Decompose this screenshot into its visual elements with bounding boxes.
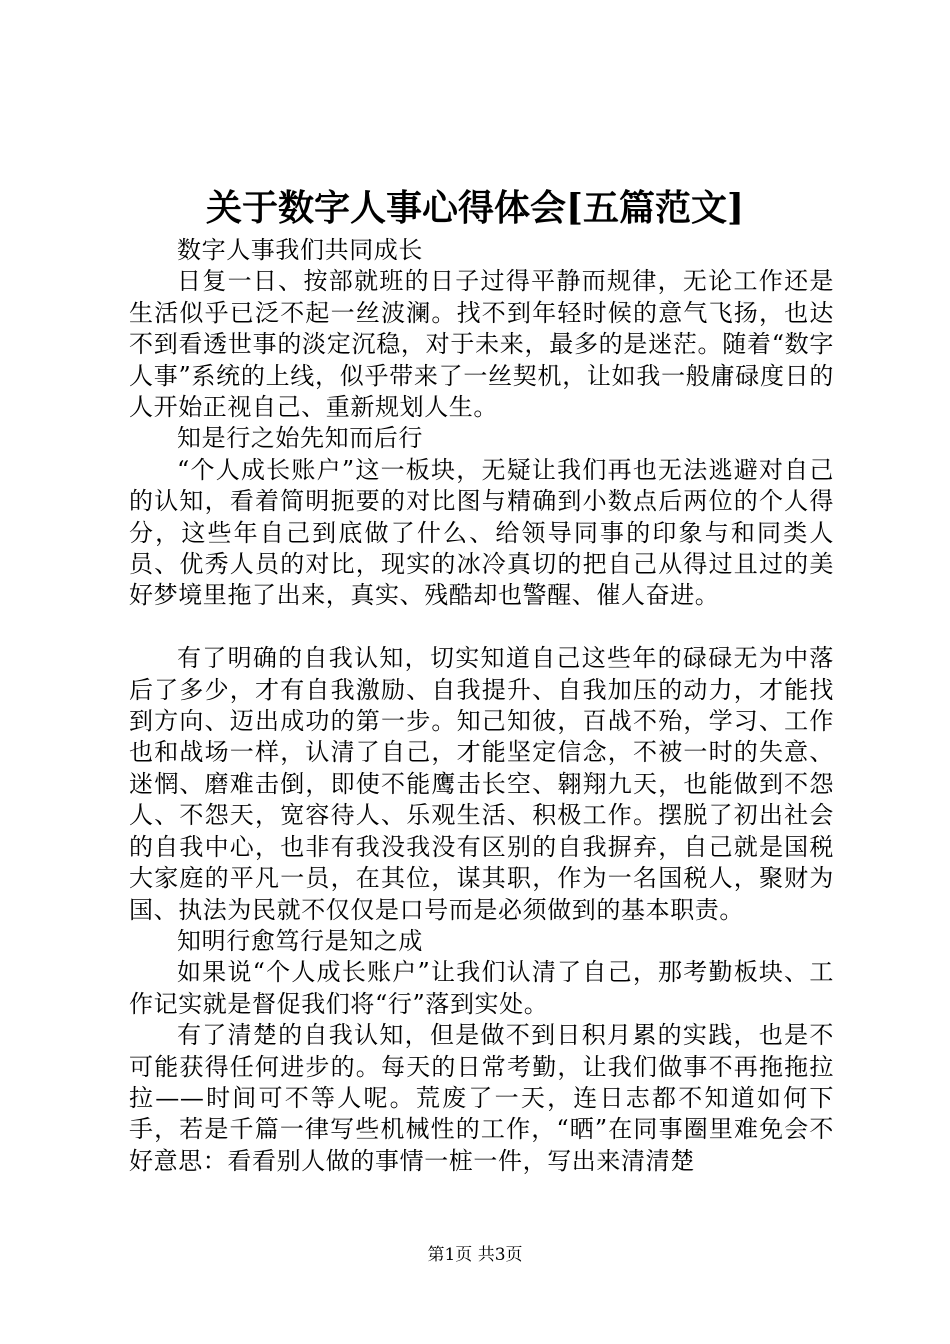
- paragraph-spacer: [129, 612, 834, 643]
- section-heading-2: 知是行之始先知而后行: [177, 424, 423, 453]
- page-footer: 第1页 共3页: [427, 1245, 523, 1265]
- paragraph-5: 有了清楚的自我认知，但是做不到日积月累的实践，也是不可能获得任何进步的。每天的日常考勤，让我们做事不再拖拖拉拉——时间可不等人呢。荒废了一天，连日志都不知道如何下手，若是千篇一律写些机械性的工作，“晒”在同事圈里难免会不好意思：看看别人做的事情一桩一件，写出来清清楚: [129, 1021, 834, 1175]
- paragraph-4: 如果说“个人成长账户”让我们认清了自己，那考勤板块、工作记实就是督促我们将“行”落到实处。: [129, 958, 834, 1018]
- paragraph-2: “个人成长账户”这一板块，无疑让我们再也无法逃避对自己的认知，看着简明扼要的对比图与精确到小数点后两位的个人得分，这些年自己到底做了什么、给领导同事的印象与和同类人员、优秀人员的对比，现实的冰冷真切的把自己从得过且过的美好梦境里拖了出来，真实、残酷却也警醒、催人奋进。: [129, 455, 834, 610]
- document-title: 关于数字人事心得体会[五篇范文]: [205, 187, 745, 229]
- document-body: [129, 235, 834, 1177]
- paragraph-1: 日复一日、按部就班的日子过得平静而规律，无论工作还是生活似乎已泛不起一丝波澜。找不到年轻时候的意气飞扬，也达不到看透世事的淡定沉稳，对于未来，最多的是迷茫。随着“数字人事”系统的上线，似乎带来了一丝契机，让如我一般庸碌度日的人开始正视自己、重新规划人生。: [129, 267, 834, 422]
- section-heading-1: 数字人事我们共同成长: [177, 236, 423, 264]
- section-heading-3: 知明行愈笃行是知之成: [177, 926, 423, 955]
- paragraph-3: 有了明确的自我认知，切实知道自己这些年的碌碌无为中落后了多少，才有自我激励、自我提升、自我加压的动力，才能找到方向、迈出成功的第一步。知己知彼，百战不殆，学习、工作也和战场一样，认清了自己，才能坚定信念，不被一时的失意、迷惘、磨难击倒，即使不能鹰击长空、翱翔九天，也能做到不怨人、不怨天，宽容待人、乐观生活、积极工作。摆脱了初出社会的自我中心，也非有我没我没有区别的自我摒弃，自己就是国税大家庭的平凡一员，在其位，谋其职，作为一名国税人，聚财为国、执法为民就不仅仅是口号而是必须做到的基本职责。: [129, 644, 834, 924]
